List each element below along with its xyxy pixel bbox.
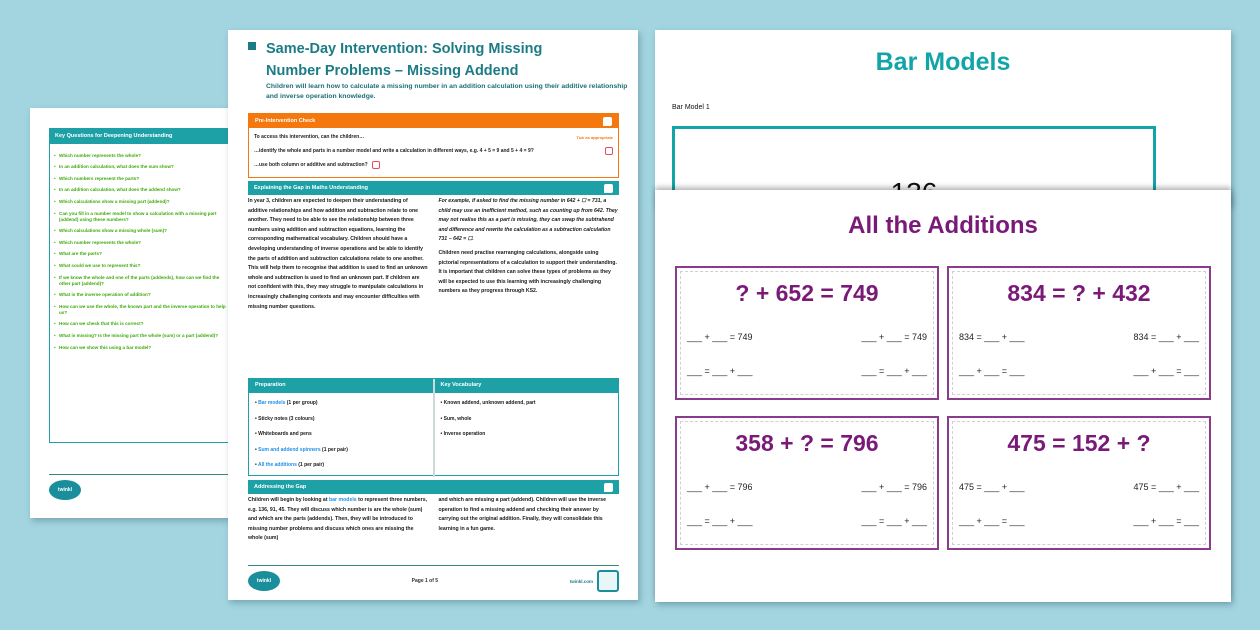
question-item: • What are the parts? xyxy=(54,251,226,257)
answer-blank[interactable]: ___ = ___ + ___ xyxy=(687,516,753,526)
question-item: • How can we check that this is correct? xyxy=(54,321,226,327)
vocabulary-item: • Inverse operation xyxy=(441,427,613,443)
resource-link[interactable]: All the additions xyxy=(257,462,297,468)
vocabulary-list xyxy=(435,393,619,446)
resource-link[interactable]: Bar models xyxy=(258,400,286,406)
addressing-text: and which are missing a part (addend). Children will use the inverse operation to find a missing addend and checking their answer by carrying out the original addition. Finally, they will consolidate this learning in a fun game. xyxy=(438,497,606,532)
question-item: • What could we use to represent this? xyxy=(54,263,226,269)
answer-blank[interactable]: 834 = ___ + ___ xyxy=(959,332,1025,342)
bar-models-title: Bar Models xyxy=(875,48,1011,76)
answer-blank[interactable]: ___ + ___ = 749 xyxy=(687,332,753,342)
addressing-text: Children will begin by looking at xyxy=(248,497,329,503)
answer-row xyxy=(959,516,1199,526)
key-questions-panel xyxy=(49,128,230,443)
card-equation: 834 = ? + 432 xyxy=(1007,280,1151,306)
example-text: For example, if asked to find the missing number in 642 + ☐ = 731, a child may use an inefficient method, such as counting up from 642. They may not realise this as a part is missing, they can swap the subtrahend and difference and rewrite the calculation as a subtraction calculation 731 − 642 = ☐. xyxy=(438,198,618,243)
twinkl-logo-icon: twinkl xyxy=(248,571,280,591)
answer-blank[interactable]: ___ = ___ + ___ xyxy=(861,366,927,376)
key-questions-header: Key Questions for Deepening Understanding xyxy=(50,129,230,144)
explaining-gap-header xyxy=(248,181,619,195)
explaining-text-2: Children need practise rearranging calculations, alongside using pictorial representations of a calculation to support their understanding. It is important that children can solve these types of problems as they will be expected to use this learning with increasingly challenging numbers as they progress through KS2. xyxy=(438,249,617,295)
question-item: • Which number represents the whole? xyxy=(54,240,226,246)
prep-vocab-row xyxy=(249,379,618,477)
answer-blank[interactable]: ___ + ___ = 796 xyxy=(861,482,927,492)
question-item: • How can we show this using a bar model? xyxy=(54,345,226,351)
item-text: (1 per pair) xyxy=(296,462,325,468)
addressing-text: to represent three numbers, e.g. 136, 91, 45. They will discuss which number is are the whole (sum) and which are the parts (addends). Then, they will be introduced to missing number problems and discuss which ones are missing the whole (sum) xyxy=(248,497,428,542)
title-block xyxy=(248,38,628,102)
pre-check-item-text: …use both column or additive and subtraction? xyxy=(254,162,368,168)
card-equation: 358 + ? = 796 xyxy=(735,430,879,456)
prep-vocab-table xyxy=(248,378,619,476)
addressing-col1 xyxy=(248,496,429,544)
bar-models-page xyxy=(655,30,1231,205)
preparation-item xyxy=(255,396,427,412)
question-item: • Can you fill in a number model to show a calculation with a missing part (addend) using these numbers? xyxy=(54,211,226,223)
note-icon xyxy=(604,184,613,193)
quality-badge-icon xyxy=(597,570,619,592)
addressing-gap-title: Addressing the Gap xyxy=(254,484,307,490)
intervention-plan-page xyxy=(228,30,638,600)
answer-blank[interactable]: ___ + ___ = ___ xyxy=(1133,366,1199,376)
preparation-item xyxy=(255,412,427,428)
pre-check-intro: To access this intervention, can the children… xyxy=(254,134,365,140)
question-item: • What is missing? Is the missing part the whole (sum) or a part (addend)? xyxy=(54,333,226,339)
footer-divider xyxy=(49,474,230,475)
tick-hint: Tick as appropriate xyxy=(576,134,613,140)
vocabulary-header: Key Vocabulary xyxy=(435,379,619,393)
twinkl-logo-icon: twinkl xyxy=(49,480,81,500)
pre-check-header xyxy=(249,114,618,128)
question-item: • If we know the whole and one of the parts (addends), how can we find the other part (addend)? xyxy=(54,275,226,287)
preparation-column xyxy=(249,379,433,477)
card-equation: ? + 652 = 749 xyxy=(735,280,879,306)
note-icon xyxy=(604,483,613,492)
answer-blank[interactable]: ___ + ___ = 796 xyxy=(687,482,753,492)
tick-box-icon[interactable] xyxy=(605,147,613,155)
answer-row xyxy=(959,366,1199,376)
addressing-col2 xyxy=(439,496,620,544)
additions-title: All the Additions xyxy=(848,212,1038,239)
answer-row xyxy=(687,332,927,342)
preparation-item xyxy=(255,427,427,443)
answer-blank[interactable]: ___ + ___ = 749 xyxy=(861,332,927,342)
item-text: (1 per group) xyxy=(285,400,318,406)
vocabulary-item: • Sum, whole xyxy=(441,412,613,428)
question-item: • What is the inverse operation of addition? xyxy=(54,292,226,298)
note-icon xyxy=(603,117,612,126)
answer-blank[interactable]: ___ + ___ = ___ xyxy=(959,366,1025,376)
explaining-gap-section xyxy=(248,181,619,376)
answer-blank[interactable]: ___ = ___ + ___ xyxy=(861,516,927,526)
item-text: (1 per pair) xyxy=(320,446,348,453)
addition-card xyxy=(675,416,939,550)
answer-row xyxy=(959,482,1199,492)
question-item: • Which number represents the whole? xyxy=(54,153,226,159)
addressing-gap-section xyxy=(248,480,619,562)
preparation-item xyxy=(255,458,427,474)
vocabulary-item: • Known addend, unknown addend, part xyxy=(441,396,613,412)
answer-row xyxy=(687,366,927,376)
title-bullet-icon xyxy=(248,42,256,50)
answer-blank[interactable]: 475 = ___ + ___ xyxy=(1133,482,1199,492)
answer-row xyxy=(959,332,1199,342)
explaining-gap-body xyxy=(248,195,619,318)
key-questions-page xyxy=(30,108,230,518)
answer-blank[interactable]: 475 = ___ + ___ xyxy=(959,482,1025,492)
explaining-gap-col2 xyxy=(439,197,620,316)
question-item: • How can we use the whole, the known part and the inverse operation to help us? xyxy=(54,304,226,316)
pre-check-section xyxy=(248,113,619,178)
bar-model-label: Bar Model 1 xyxy=(672,104,710,111)
page-title-line2: Number Problems – Missing Addend xyxy=(266,63,519,79)
answer-blank[interactable]: ___ = ___ + ___ xyxy=(687,366,753,376)
preparation-header: Preparation xyxy=(249,379,433,393)
page-subtitle: Children will learn how to calculate a missing number in an addition calculation using their additive relationship and inverse operation knowledge. xyxy=(266,83,628,100)
page-footer xyxy=(248,568,619,594)
addition-card xyxy=(947,416,1211,550)
explaining-gap-col1 xyxy=(248,197,429,316)
item-text: Sticky notes (3 colours) xyxy=(258,415,315,422)
answer-blank[interactable]: 834 = ___ + ___ xyxy=(1133,332,1199,342)
addressing-gap-body xyxy=(248,494,619,546)
card-equation: 475 = 152 + ? xyxy=(1007,430,1151,456)
vocabulary-column xyxy=(433,379,619,477)
question-item: • Which calculations show a missing part (addend)? xyxy=(54,199,226,205)
pre-check-intro-row xyxy=(254,130,613,144)
page-title-line1: Same-Day Intervention: Solving Missing xyxy=(266,41,543,57)
explaining-gap-title: Explaining the Gap in Maths Understanding xyxy=(254,185,368,191)
addition-card xyxy=(675,266,939,400)
footer-divider xyxy=(248,565,619,566)
key-questions-list xyxy=(50,144,230,359)
page-number: Page 1 of 5 xyxy=(411,578,439,584)
item-text: Whiteboards and pens xyxy=(258,431,312,437)
preparation-item xyxy=(255,443,427,459)
question-item: • Which numbers represent the parts? xyxy=(54,176,226,182)
pre-check-item xyxy=(254,144,613,158)
pre-check-body xyxy=(249,128,618,174)
answer-blank[interactable]: ___ + ___ = ___ xyxy=(959,516,1025,526)
pre-check-item xyxy=(254,158,613,172)
bar-models-link[interactable]: bar models xyxy=(329,497,357,503)
answer-row xyxy=(687,482,927,492)
footer-url-group xyxy=(570,570,619,592)
pre-check-title: Pre-Intervention Check xyxy=(255,118,316,124)
footer-url[interactable]: twinkl.com xyxy=(569,578,593,584)
answer-row xyxy=(687,516,927,526)
question-item: • In an addition calculation, what does the addend show? xyxy=(54,187,226,193)
tick-box-icon[interactable] xyxy=(372,161,380,169)
pre-check-item-text: …identify the whole and parts in a number model and write a calculation in different ways, e.g. 4 + 5 = 9 and 5 + 4 = 9? xyxy=(254,148,534,154)
question-item: • Which calculations show a missing whole (sum)? xyxy=(54,228,226,234)
all-the-additions-page xyxy=(655,190,1231,602)
resource-link[interactable]: Sum and addend spinners xyxy=(258,446,321,453)
question-item: • In an addition calculation, what does the sum show? xyxy=(54,164,226,170)
preparation-list xyxy=(249,393,433,477)
explaining-text: In year 3, children are expected to deepen their understanding of additive relationships and how addition and subtraction relate to one another. They need to be able to see the relationship between three numbers using addition and subtraction equations, learning the corresponding mathematical vocabulary. Children should have a developing understanding of inverse operations and be able to identify the parts of addition and subtraction calculations relate to one another. This will help them to recognise that addition is used to find an unknown whole and subtraction is used to find an unknown part. If children are not confident with this, they may struggle to manipulate calculations in increasingly challenging contexts and may encounter difficulties with missing number questions. xyxy=(248,198,428,310)
addition-card xyxy=(947,266,1211,400)
addressing-gap-header xyxy=(248,480,619,494)
answer-blank[interactable]: ___ + ___ = ___ xyxy=(1133,516,1199,526)
